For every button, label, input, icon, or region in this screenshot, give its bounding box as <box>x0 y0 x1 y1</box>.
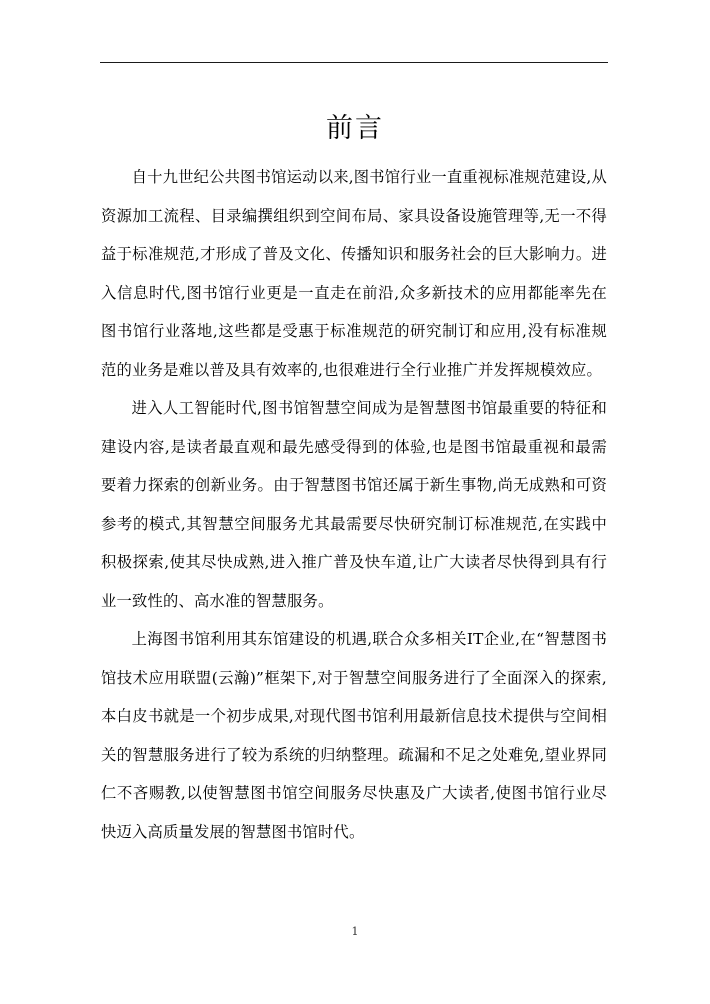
header-divider <box>100 62 608 63</box>
page-number: 1 <box>351 925 359 938</box>
page-title: 前言 <box>326 113 384 145</box>
paragraph: 进入人工智能时代,图书馆智慧空间成为是智慧图书馆最重要的特征和建设内容,是读者最直观和最先感受得到的体验,也是图书馆最重视和最需要着力探索的创新业务。由于智慧图书馆还属于新生事物,尚无成熟和可资参考的模式,其智慧空间服务尤其最需要尽快研究制订标准规范,在实践中积极探索,使其尽快成熟,进入推广普及快车道,让广大读者尽快得到具有行业一致性的、高水准的智慧服务。 <box>101 399 607 610</box>
paragraph: 上海图书馆利用其东馆建设的机遇,联合众多相关IT企业,在“智慧图书馆技术应用联盟(云瀚)”框架下,对于智慧空间服务进行了全面深入的探索,本白皮书就是一个初步成果,对现代图书馆利用最新信息技术提供与空间相关的智慧服务进行了较为系统的归纳整理。疏漏和不足之处难免,望业界同仁不吝赐教,以使智慧图书馆空间服务尽快惠及广大读者,使图书馆行业尽快迈入高质量发展的智慧图书馆时代。 <box>101 630 607 841</box>
body-text <box>101 158 607 851</box>
paragraph: 自十九世纪公共图书馆运动以来,图书馆行业一直重视标准规范建设,从资源加工流程、目录编撰组织到空间布局、家具设备设施管理等,无一不得益于标准规范,才形成了普及文化、传播知识和服务社会的巨大影响力。进入信息时代,图书馆行业更是一直走在前沿,众多新技术的应用都能率先在图书馆行业落地,这些都是受惠于标准规范的研究制订和应用,没有标准规范的业务是难以普及具有效率的,也很难进行全行业推广并发挥规模效应。 <box>101 168 607 379</box>
